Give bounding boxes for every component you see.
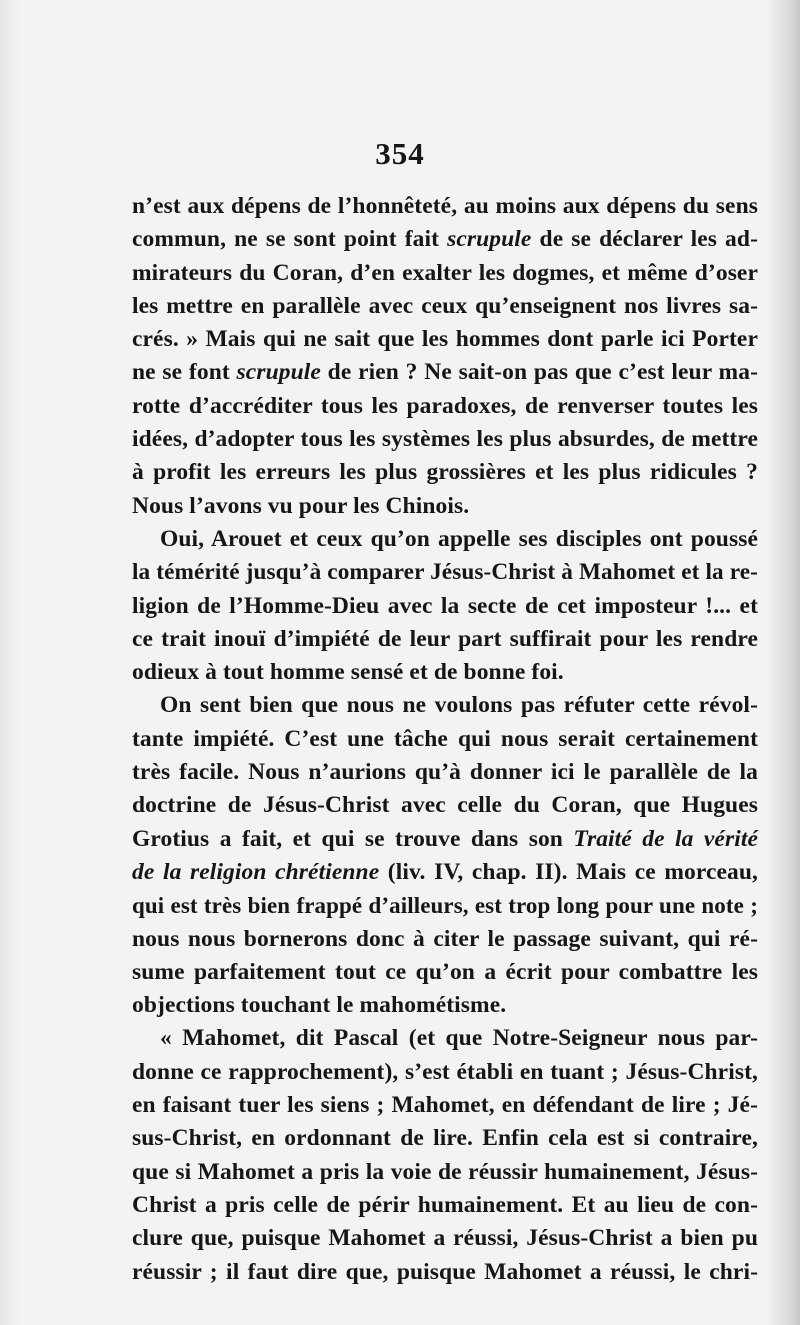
italic-text: Traité de la vérité: [573, 825, 758, 852]
text-run: ce trait inouï d’impiété de leur part suffirait pour les rendre: [132, 625, 758, 652]
text-run: objections touchant le mahométisme.: [132, 992, 507, 1019]
text-line: [132, 590, 758, 623]
text-line: [132, 523, 758, 556]
text-run: à profit les erreurs les plus grossières et les plus ridicules ?: [132, 459, 758, 486]
text-run: réussir ; il faut dire que, puisque Mahomet a réussi, le chri-: [132, 1258, 758, 1285]
text-line: [132, 989, 758, 1022]
italic-text: scrupule: [447, 226, 532, 253]
text-line: [132, 823, 758, 856]
page-number: 354: [375, 136, 425, 171]
text-line: [132, 490, 758, 523]
text-line: [132, 223, 758, 256]
text-run: qui est très bien frappé d’ailleurs, est trop long pour une note ;: [132, 893, 758, 919]
text-run: ligion de l’Homme-Dieu avec la secte de cet imposteur !... et: [132, 592, 758, 619]
text-line: [132, 756, 758, 789]
text-line: [132, 190, 758, 223]
text-run: rotte d’accréditer tous les paradoxes, de renverser toutes les: [132, 392, 758, 419]
text-run: donne ce rapprochement), s’est établi en tuant ; Jésus-Christ,: [132, 1058, 758, 1085]
text-run: commun, ne se sont point fait: [132, 226, 448, 253]
text-line: [132, 556, 758, 589]
text-run: la témérité jusqu’à comparer Jésus-Christ à Mahomet et la re-: [132, 559, 758, 586]
text-run: « Mahomet, dit Pascal (et que Notre-Seigneur nous par-: [160, 1025, 758, 1052]
text-run: nous nous bornerons donc à citer le passage suivant, qui ré-: [132, 925, 758, 952]
body-text: [132, 190, 758, 1289]
text-run: tante impiété. C’est une tâche qui nous serait certainement: [132, 725, 758, 752]
text-run: Grotius a fait, et qui se trouve dans son: [132, 825, 574, 852]
text-run: clure que, puisque Mahomet a réussi, Jésus-Christ a bien pu: [132, 1225, 758, 1252]
text-line: [132, 1256, 758, 1289]
text-line: [132, 723, 758, 756]
text-line: [132, 356, 758, 389]
text-run: doctrine de Jésus-Christ avec celle du Coran, que Hugues: [132, 792, 758, 819]
text-line: [132, 257, 758, 290]
text-line: [132, 1222, 758, 1255]
text-run: de rien ? Ne sait-on pas que c’est leur ma-: [320, 359, 758, 386]
text-line: [132, 1122, 758, 1155]
text-run: de se déclarer les ad-: [531, 226, 758, 253]
text-line: [132, 423, 758, 456]
text-line: [132, 956, 758, 989]
text-line: [132, 1156, 758, 1189]
text-run: que si Mahomet a pris la voie de réussir humainement, Jésus-: [132, 1158, 758, 1185]
text-line: [132, 656, 758, 689]
text-line: [132, 789, 758, 822]
text-run: Oui, Arouet et ceux qu’on appelle ses disciples ont poussé: [160, 525, 758, 552]
text-line: [132, 923, 758, 956]
text-line: [132, 390, 758, 423]
text-line: [132, 1022, 758, 1055]
text-run: Christ a pris celle de périr humainement. Et au lieu de con-: [132, 1191, 758, 1218]
text-line: [132, 1189, 758, 1222]
italic-text: scrupule: [236, 359, 321, 386]
text-run: sume parfaitement tout ce qu’on a écrit pour combattre les: [132, 958, 758, 985]
text-run: On sent bien que nous ne voulons pas réfuter cette révol-: [160, 692, 758, 719]
text-line: [132, 1089, 758, 1122]
text-line: [132, 689, 758, 722]
text-line: [132, 456, 758, 489]
text-line: [132, 856, 758, 889]
text-run: sus-Christ, en ordonnant de lire. Enfin cela est si contraire,: [132, 1125, 758, 1152]
text-run: odieux à tout homme sensé et de bonne foi.: [132, 659, 564, 686]
scan-shadow-right: [766, 0, 800, 1325]
text-run: les mettre en parallèle avec ceux qu’enseignent nos livres sa-: [132, 292, 758, 319]
text-run: très facile. Nous n’aurions qu’à donner ici le parallèle de la: [132, 759, 758, 786]
text-run: Nous l’avons vu pour les Chinois.: [132, 492, 470, 519]
text-run: ne se font: [132, 359, 237, 386]
text-line: [132, 889, 758, 922]
text-line: [132, 290, 758, 323]
text-line: [132, 323, 758, 356]
text-run: mirateurs du Coran, d’en exalter les dogmes, et même d’oser: [132, 259, 758, 286]
text-line: [132, 1056, 758, 1089]
scan-shadow-left: [0, 0, 22, 1325]
text-run: en faisant tuer les siens ; Mahomet, en défendant de lire ; Jé-: [132, 1092, 758, 1119]
text-run: (liv. IV, chap. II). Mais ce morceau,: [379, 858, 759, 885]
text-run: crés. » Mais qui ne sait que les hommes dont parle ici Porter: [132, 326, 758, 353]
text-run: n’est aux dépens de l’honnêteté, au moins aux dépens du sens: [132, 193, 758, 219]
text-line: [132, 623, 758, 656]
text-run: idées, d’adopter tous les systèmes les plus absurdes, de mettre: [132, 426, 758, 453]
italic-text: de la religion chrétienne: [132, 858, 380, 885]
